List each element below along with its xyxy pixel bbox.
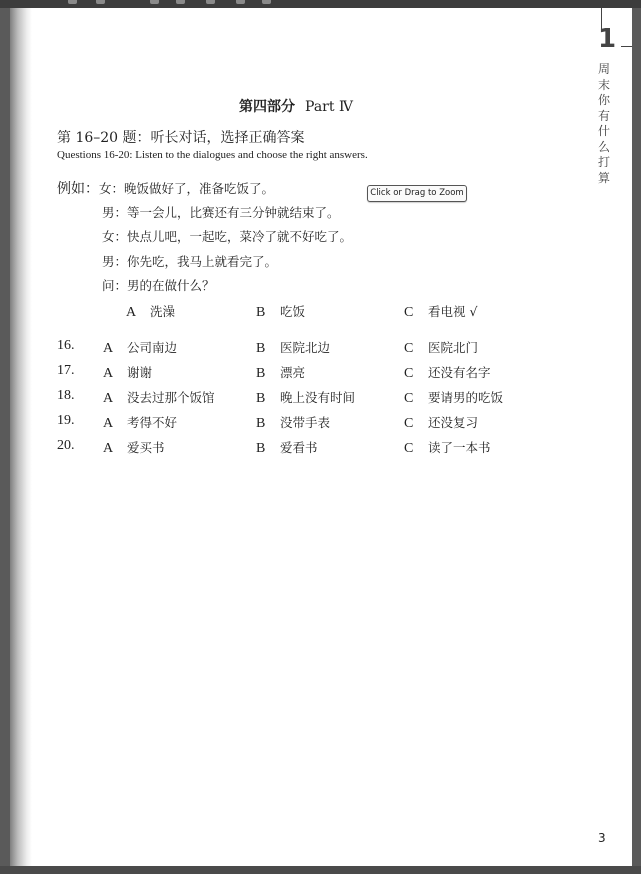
example-line (102, 227, 352, 245)
example-line (102, 276, 215, 294)
question-option-c (404, 388, 503, 407)
viewer-bottom-edge (0, 866, 641, 874)
option-letter: C (404, 305, 414, 320)
example-prefix: 例如： (57, 181, 99, 197)
speaker-label: 男： (102, 254, 128, 269)
example-option-c (404, 302, 477, 321)
option-text: 没带手表 (280, 415, 331, 430)
question-number: 16. (57, 338, 75, 353)
question-option-a (103, 413, 177, 432)
instructions-en: Questions 16-20: Listen to the dialogues and choose the right answers. (57, 149, 368, 161)
option-letter: B (256, 416, 266, 431)
example-line (102, 252, 277, 270)
dialogue-text: 你先吃，我马上就看完了。 (127, 254, 278, 269)
option-letter: B (256, 441, 266, 456)
question-option-b (256, 388, 355, 407)
dialogue-text: 等一会儿，比赛还有三分钟就结束了。 (127, 205, 340, 220)
option-text: 谢谢 (127, 365, 153, 380)
option-letter: C (404, 441, 414, 456)
toolbar-icon[interactable] (262, 0, 271, 4)
speaker-label: 男： (102, 205, 128, 220)
question-option-a (103, 388, 215, 407)
dialogue-text: 晚饭做好了，准备吃饭了。 (124, 181, 275, 196)
zoom-button[interactable]: Click or Drag to Zoom (367, 185, 467, 202)
option-text: 要请男的吃饭 (428, 390, 504, 405)
question-option-c (404, 413, 478, 432)
question-option-a (103, 363, 152, 382)
document-page[interactable] (10, 8, 632, 866)
option-text: 洗澡 (150, 304, 176, 319)
option-letter: A (103, 441, 114, 456)
part-heading-en: Part Ⅳ (305, 99, 353, 115)
question-option-c (404, 438, 491, 457)
page-number: 3 (598, 831, 606, 845)
option-letter: A (103, 391, 114, 406)
toolbar-icon[interactable] (68, 0, 77, 4)
instructions-zh: 第 16–20 题：听长对话，选择正确答案 (57, 130, 305, 146)
toolbar-icon[interactable] (150, 0, 159, 4)
part-heading (10, 96, 582, 116)
question-option-a (103, 438, 165, 457)
question-option-b (256, 438, 318, 457)
speaker-label: 女： (99, 181, 125, 196)
speaker-label: 女： (102, 229, 128, 244)
option-letter: A (103, 416, 114, 431)
option-text: 爱看书 (280, 440, 318, 455)
side-tab-divider (621, 46, 632, 47)
option-text: 爱买书 (127, 440, 165, 455)
question-option-b (256, 363, 305, 382)
question-option-b (256, 338, 330, 357)
toolbar-icon[interactable] (206, 0, 215, 4)
option-letter: B (256, 341, 266, 356)
option-text: 公司南边 (127, 340, 178, 355)
dialogue-text: 男的在做什么？ (127, 278, 215, 293)
toolbar-icon[interactable] (96, 0, 105, 4)
option-text: 没去过那个饭馆 (127, 390, 215, 405)
speaker-label: 问： (102, 278, 128, 293)
question-number: 19. (57, 413, 75, 428)
question-number: 17. (57, 363, 75, 378)
example-option-a (126, 302, 175, 321)
option-letter: C (404, 366, 414, 381)
option-letter: C (404, 416, 414, 431)
option-text: 晚上没有时间 (280, 390, 356, 405)
option-text: 漂亮 (280, 365, 306, 380)
question-option-b (256, 413, 330, 432)
dialogue-text: 快点儿吧，一起吃，菜冷了就不好吃了。 (127, 229, 353, 244)
question-option-a (103, 338, 177, 357)
option-letter: C (404, 391, 414, 406)
chapter-number: 1 (597, 24, 617, 54)
part-heading-zh: 第四部分 (239, 99, 296, 115)
page-spine-shadow (10, 8, 32, 866)
option-letter: C (404, 341, 414, 356)
option-text: 医院北门 (428, 340, 479, 355)
option-text: 还没复习 (428, 415, 479, 430)
option-text: 考得不好 (127, 415, 178, 430)
question-option-c (404, 338, 478, 357)
question-number: 20. (57, 438, 75, 453)
option-text: 看电视 √ (428, 304, 478, 319)
option-text: 医院北边 (280, 340, 331, 355)
option-letter: A (103, 341, 114, 356)
option-text: 吃饭 (280, 304, 306, 319)
chapter-title: 周末你有什么打算 (597, 62, 610, 185)
question-number: 18. (57, 388, 75, 403)
example-option-b (256, 302, 305, 321)
viewer-toolbar (0, 0, 641, 8)
question-option-c (404, 363, 491, 382)
option-letter: B (256, 391, 266, 406)
example-line (57, 178, 274, 198)
example-line (102, 203, 340, 221)
option-text: 还没有名字 (428, 365, 491, 380)
option-letter: B (256, 366, 266, 381)
option-text: 读了一本书 (428, 440, 491, 455)
option-letter: B (256, 305, 266, 320)
toolbar-icon[interactable] (236, 0, 245, 4)
option-letter: A (126, 305, 137, 320)
toolbar-icon[interactable] (176, 0, 185, 4)
option-letter: A (103, 366, 114, 381)
